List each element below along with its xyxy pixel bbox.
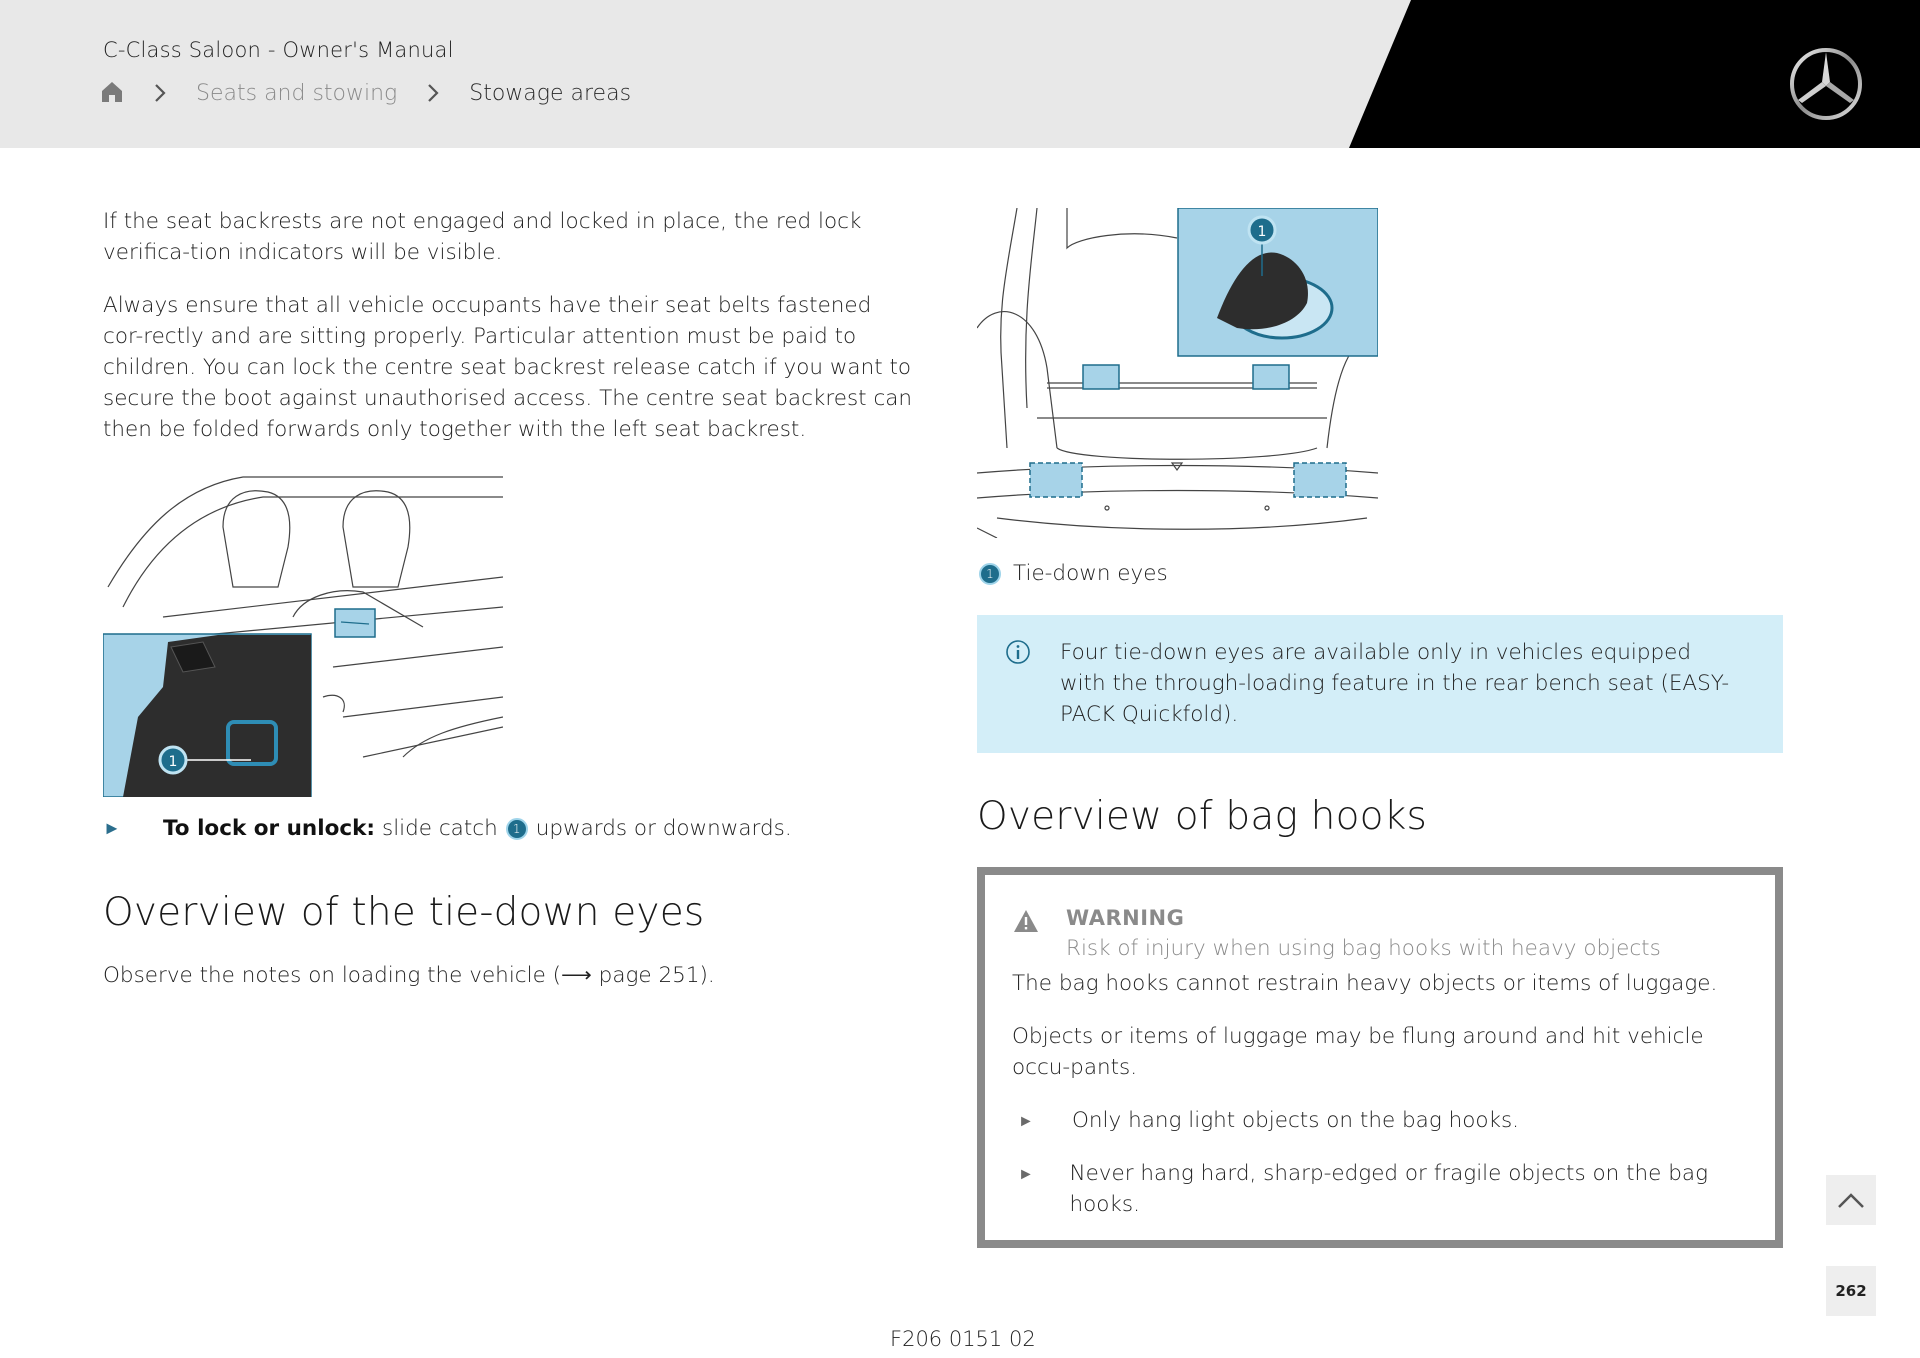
warning-step xyxy=(1012,1105,1752,1136)
warning-text-2: Objects or items of luggage may be flung around and hit vehicle occu-pants. xyxy=(1012,1024,1704,1080)
breadcrumb-current: Stowage areas xyxy=(469,80,632,106)
figure-reference-code: F206 0151 02 xyxy=(890,1327,1036,1351)
figure-callout-1: 1 xyxy=(1257,224,1267,240)
chevron-right-icon xyxy=(152,81,168,105)
info-icon xyxy=(1005,639,1031,665)
three-pointed-star-logo xyxy=(1788,46,1864,122)
paragraph-lock-indicators: If the seat backrests are not engaged and locked in place, the red lock verifica-tion indicators will be visible. xyxy=(103,209,862,265)
note-loading-reference[interactable]: Observe the notes on loading the vehicle (⟶ page 251). xyxy=(103,963,715,988)
manual-title: C-Class Saloon - Owner's Manual xyxy=(103,38,454,62)
warning-triangle-icon xyxy=(1013,909,1039,933)
warning-steps xyxy=(1012,1105,1752,1220)
left-column xyxy=(103,206,913,445)
page-number-button[interactable]: 262 xyxy=(1826,1266,1876,1316)
chevron-right-icon xyxy=(425,81,441,105)
backrest-catch-illustration xyxy=(103,467,503,797)
header-brand-band xyxy=(0,0,1920,148)
heading-bag-hooks: Overview of bag hooks xyxy=(977,794,1427,839)
warning-step-text: Only hang light objects on the bag hooks. xyxy=(1072,1108,1519,1133)
callout-badge: 1 xyxy=(979,563,1001,585)
home-icon[interactable] xyxy=(100,80,126,106)
paragraph-seat-belts: Always ensure that all vehicle occupants have their seat belts fastened cor-rectly and are sitting properly. Particular attention must be paid to children. You can lock the centre seat backrest release catch if you want to secure the boot against unauthorised access. The centre seat backrest can then be folded forwards only together with the left seat backrest. xyxy=(103,293,913,442)
instruction-text-before: slide catch xyxy=(382,816,498,841)
step-marker: ► xyxy=(1018,1111,1034,1130)
warning-step xyxy=(1012,1158,1752,1220)
legend-text: Tie-down eyes xyxy=(1013,561,1168,586)
step-arrow: ► xyxy=(103,818,121,839)
warning-title: WARNING xyxy=(1066,906,1185,930)
instruction-lock-unlock xyxy=(103,816,792,841)
info-text: Four tie-down eyes are available only in vehicles equipped with the through-loading feature in the rear bench seat (EASY-PACK Quickfold). xyxy=(1060,640,1730,727)
heading-tie-down-eyes: Overview of the tie-down eyes xyxy=(103,890,705,935)
warning-subtitle: Risk of injury when using bag hooks with heavy objects xyxy=(1066,936,1661,961)
scroll-up-button[interactable] xyxy=(1826,1175,1876,1225)
chevron-up-icon xyxy=(1836,1190,1866,1210)
warning-body xyxy=(1012,968,1752,1220)
warning-text-1: The bag hooks cannot restrain heavy objects or items of luggage. xyxy=(1012,971,1718,996)
warning-step-text: Never hang hard, sharp-edged or fragile objects on the bag hooks. xyxy=(1069,1161,1708,1217)
figure-callout-1: 1 xyxy=(168,754,178,770)
legend-tie-down-eyes xyxy=(977,561,1168,586)
page-header xyxy=(0,0,1920,148)
tie-down-eyes-illustration xyxy=(977,208,1378,538)
warning-box xyxy=(977,867,1783,1248)
breadcrumb xyxy=(100,80,631,106)
step-marker: ► xyxy=(1018,1164,1034,1183)
callout-badge: 1 xyxy=(506,818,528,840)
info-box xyxy=(977,615,1783,753)
breadcrumb-seats-and-stowing[interactable]: Seats and stowing xyxy=(196,80,398,106)
instruction-label: To lock or unlock: xyxy=(163,816,375,841)
instruction-text-after: upwards or downwards. xyxy=(535,816,792,841)
